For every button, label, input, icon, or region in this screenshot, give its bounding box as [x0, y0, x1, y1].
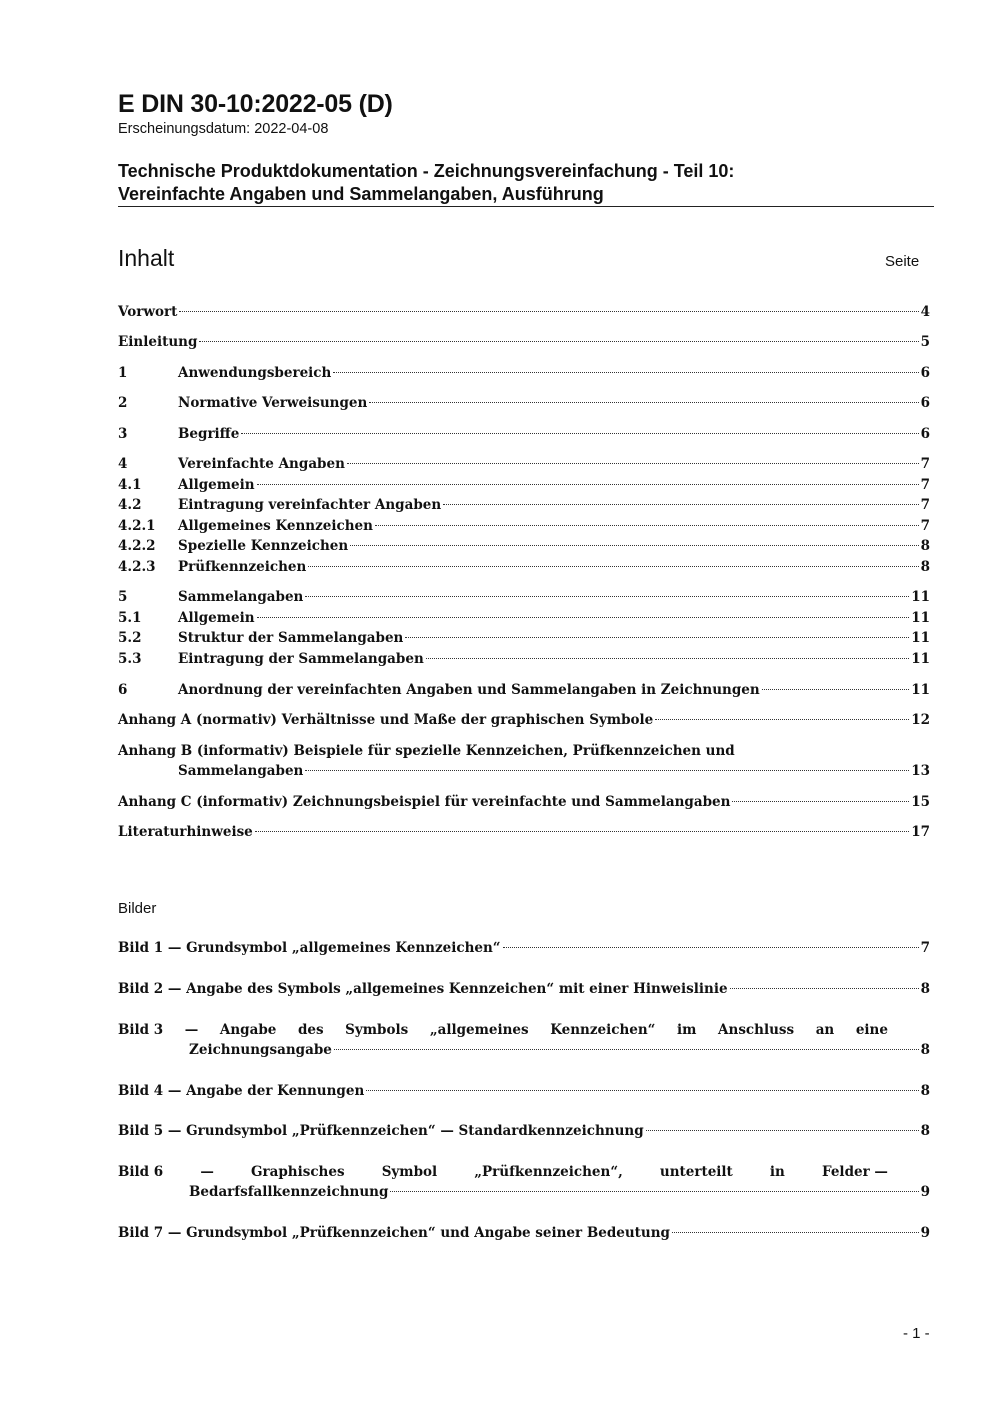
toc-entry-page: 17: [911, 824, 930, 840]
toc-entry[interactable]: [118, 587, 930, 607]
figure-entry[interactable]: [118, 1223, 930, 1243]
dot-leader: [255, 831, 909, 832]
figure-entry-label: Bild 2 — Angabe des Symbols „allgemeines Kennzeichen“ mit einer Hinweislinie: [118, 981, 728, 997]
dot-leader: [333, 372, 918, 373]
dot-leader: [762, 689, 910, 690]
toc-entry-page: 6: [920, 365, 930, 381]
toc-entry[interactable]: [118, 516, 930, 536]
dot-leader: [199, 341, 918, 342]
toc-entry-label: Vereinfachte Angaben: [178, 456, 345, 472]
toc-entry-label: Normative Verweisungen: [178, 395, 368, 411]
toc-entry[interactable]: [118, 424, 930, 444]
toc-entry-page: 5: [920, 334, 930, 350]
toc-entry[interactable]: [118, 822, 930, 842]
toc-entry[interactable]: [118, 363, 930, 383]
toc-entry-number: 5.1: [118, 610, 142, 626]
toc-entry-number: 4.2: [118, 497, 142, 513]
toc-entry-label: Prüfkennzeichen: [178, 559, 307, 575]
toc-entry-label: Begriffe: [178, 426, 240, 442]
dot-leader: [305, 596, 909, 597]
figure-entry[interactable]: [118, 1020, 930, 1040]
toc-entry-label: Anordnung der vereinfachten Angaben und Sammelangaben in Zeichnungen: [178, 682, 760, 698]
toc-entry-label: Einleitung: [118, 334, 198, 350]
toc-entry-page: 11: [911, 589, 930, 605]
toc-entry-number: 5.3: [118, 651, 142, 667]
toc-entry-page: 7: [920, 456, 930, 472]
figure-entry-word: eine: [855, 1022, 888, 1038]
toc-entry[interactable]: [118, 680, 930, 700]
toc-entry-label: Anhang A (normativ) Verhältnisse und Maße der graphischen Symbole: [118, 712, 654, 728]
toc-entry-page: 12: [911, 712, 930, 728]
figure-entry-word: Bild 6: [118, 1164, 164, 1180]
figure-entry-page: 9: [920, 1225, 930, 1241]
dot-leader: [257, 484, 919, 485]
title-divider: [118, 206, 934, 207]
dot-leader: [179, 311, 918, 312]
toc-entry-page: 11: [911, 682, 930, 698]
figure-entry-label-continued: Zeichnungsangabe: [189, 1042, 332, 1058]
figure-entry-continuation[interactable]: [118, 1040, 930, 1060]
toc-entry-label: Literaturhinweise: [118, 824, 253, 840]
figure-entry-label: Bild 5 — Grundsymbol „Prüfkennzeichen“ — Standardkennzeichnung: [118, 1123, 644, 1139]
toc-entry[interactable]: [118, 332, 930, 352]
figure-entry-page: 9: [920, 1184, 930, 1200]
dot-leader: [375, 525, 919, 526]
toc-entry[interactable]: [118, 557, 930, 577]
figure-entry-page: 8: [920, 1123, 930, 1139]
toc-entry-number: 1: [118, 365, 128, 381]
dot-leader: [672, 1232, 919, 1233]
figure-entry-continuation[interactable]: [118, 1182, 930, 1202]
figure-entry-label: [118, 1020, 888, 1040]
figure-entry-page: 7: [920, 940, 930, 956]
toc-entry-page: 6: [920, 395, 930, 411]
figure-entry-label: [118, 1162, 888, 1182]
toc-entry-page: 13: [911, 763, 930, 779]
toc-entry[interactable]: [118, 302, 930, 322]
figure-entry-word: unterteilt: [659, 1164, 733, 1180]
toc-entry-label: Anhang B (informativ) Beispiele für spezielle Kennzeichen, Prüfkennzeichen und: [118, 743, 735, 759]
figure-entry[interactable]: [118, 938, 930, 958]
figure-entry-label: Bild 1 — Grundsymbol „allgemeines Kennzeichen“: [118, 940, 501, 956]
toc-entry-page: 8: [920, 538, 930, 554]
figure-entry-word: —: [200, 1164, 214, 1180]
toc-entry-label: Vorwort: [118, 304, 178, 320]
toc-entry-page: 4: [920, 304, 930, 320]
figure-entry-word: im: [677, 1022, 697, 1038]
toc-entry-label: Allgemein: [178, 477, 255, 493]
toc-entry-number: 4: [118, 456, 128, 472]
figure-entry[interactable]: [118, 1081, 930, 1101]
toc-entry-page: 11: [911, 630, 930, 646]
figure-entry-page: 8: [920, 1083, 930, 1099]
toc-entry-number: 4.2.3: [118, 559, 156, 575]
toc-entry[interactable]: [118, 792, 930, 812]
title-line-1: Technische Produktdokumentation - Zeichnungsvereinfachung - Teil 10:: [118, 161, 735, 181]
figure-entry-word: Anschluss: [718, 1022, 795, 1038]
dot-leader: [347, 463, 919, 464]
figure-entry-word: „allgemeines: [429, 1022, 529, 1038]
document-id: E DIN 30-10:2022-05 (D): [118, 90, 393, 118]
dot-leader: [390, 1191, 918, 1192]
document-title: [118, 160, 934, 206]
figure-entry-label: Bild 4 — Angabe der Kennungen: [118, 1083, 365, 1099]
toc-entry-label: Sammelangaben: [178, 763, 304, 779]
toc-entry-number: 5.2: [118, 630, 142, 646]
toc-entry[interactable]: [118, 649, 930, 669]
figure-entry-word: „Prüfkennzeichen“,: [474, 1164, 623, 1180]
figure-entry-word: Symbol: [381, 1164, 438, 1180]
toc-entry-page: 7: [920, 497, 930, 513]
dot-leader: [405, 637, 909, 638]
figure-entry-label-continued: Bedarfsfallkennzeichnung: [189, 1184, 389, 1200]
figure-entry-page: 8: [920, 1042, 930, 1058]
dot-leader: [308, 566, 918, 567]
toc-entry-label: Eintragung vereinfachter Angaben: [178, 497, 442, 513]
toc-entry-label: Spezielle Kennzeichen: [178, 538, 349, 554]
toc-entry-label: Allgemeines Kennzeichen: [178, 518, 373, 534]
figure-entry[interactable]: [118, 1121, 930, 1141]
dot-leader: [443, 504, 918, 505]
toc-entry-page: 7: [920, 477, 930, 493]
toc-entry-label: Anwendungsbereich: [178, 365, 332, 381]
dot-leader: [366, 1090, 918, 1091]
dot-leader: [646, 1130, 919, 1131]
figure-entry[interactable]: [118, 1162, 930, 1182]
figure-entry-word: Felder —: [822, 1164, 888, 1180]
dot-leader: [730, 988, 919, 989]
dot-leader: [257, 617, 910, 618]
toc-entry[interactable]: [118, 741, 930, 761]
dot-leader: [334, 1049, 919, 1050]
contents-heading: Inhalt: [118, 245, 175, 271]
toc-entry-number: 2: [118, 395, 128, 411]
dot-leader: [369, 402, 918, 403]
dot-leader: [241, 433, 918, 434]
toc-entry[interactable]: [118, 628, 930, 648]
figures-heading: Bilder: [118, 900, 157, 917]
toc-entry-number: 4.1: [118, 477, 142, 493]
toc-entry-number: 4.2.2: [118, 538, 156, 554]
figure-entry-word: —: [184, 1022, 199, 1038]
dot-leader: [655, 719, 909, 720]
toc-entry[interactable]: [118, 495, 930, 515]
toc-entry-label: Eintragung der Sammelangaben: [178, 651, 424, 667]
figure-entry-word: Angabe: [219, 1022, 277, 1038]
toc-entry[interactable]: [118, 454, 930, 474]
toc-entry-page: 11: [911, 651, 930, 667]
toc-entry-page: 8: [920, 559, 930, 575]
toc-entry-page: 11: [911, 610, 930, 626]
figure-entry-word: Kennzeichen“: [550, 1022, 656, 1038]
toc-entry[interactable]: [118, 710, 930, 730]
title-line-2: Vereinfachte Angaben und Sammelangaben, Ausführung: [118, 184, 604, 204]
dot-leader: [305, 770, 909, 771]
figure-entry-word: Bild 3: [118, 1022, 164, 1038]
toc-entry[interactable]: [118, 393, 930, 413]
dot-leader: [503, 947, 919, 948]
toc-entry-label: Sammelangaben: [178, 589, 304, 605]
dot-leader: [426, 658, 909, 659]
toc-entry-label: Struktur der Sammelangaben: [178, 630, 404, 646]
toc-entry[interactable]: [118, 475, 930, 495]
toc-entry[interactable]: [118, 761, 930, 781]
dot-leader: [350, 545, 918, 546]
figure-entry-word: Graphisches: [250, 1164, 345, 1180]
toc-entry-label: Anhang C (informativ) Zeichnungsbeispiel für vereinfachte und Sammelangaben: [118, 794, 731, 810]
figure-entry-word: Symbols: [345, 1022, 409, 1038]
toc-entry-number: 5: [118, 589, 128, 605]
figure-entry-label: Bild 7 — Grundsymbol „Prüfkennzeichen“ und Angabe seiner Bedeutung: [118, 1225, 670, 1241]
toc-entry-page: 7: [920, 518, 930, 534]
page-number: - 1 -: [903, 1325, 930, 1342]
figure-entry-word: in: [769, 1164, 785, 1180]
toc-entry-number: 6: [118, 682, 128, 698]
page-column-label: Seite: [885, 253, 920, 270]
toc-entry-page: 15: [911, 794, 930, 810]
toc-entry-number: 3: [118, 426, 128, 442]
dot-leader: [732, 801, 909, 802]
figure-entry[interactable]: [118, 979, 930, 999]
toc-entry-label: Allgemein: [178, 610, 255, 626]
toc-entry[interactable]: [118, 536, 930, 556]
publication-date: Erscheinungsdatum: 2022-04-08: [118, 121, 329, 137]
figure-entry-page: 8: [920, 981, 930, 997]
toc-entry-number: 4.2.1: [118, 518, 156, 534]
toc-entry[interactable]: [118, 608, 930, 628]
figure-entry-word: des: [297, 1022, 324, 1038]
figure-entry-word: an: [815, 1022, 835, 1038]
toc-entry-page: 6: [920, 426, 930, 442]
